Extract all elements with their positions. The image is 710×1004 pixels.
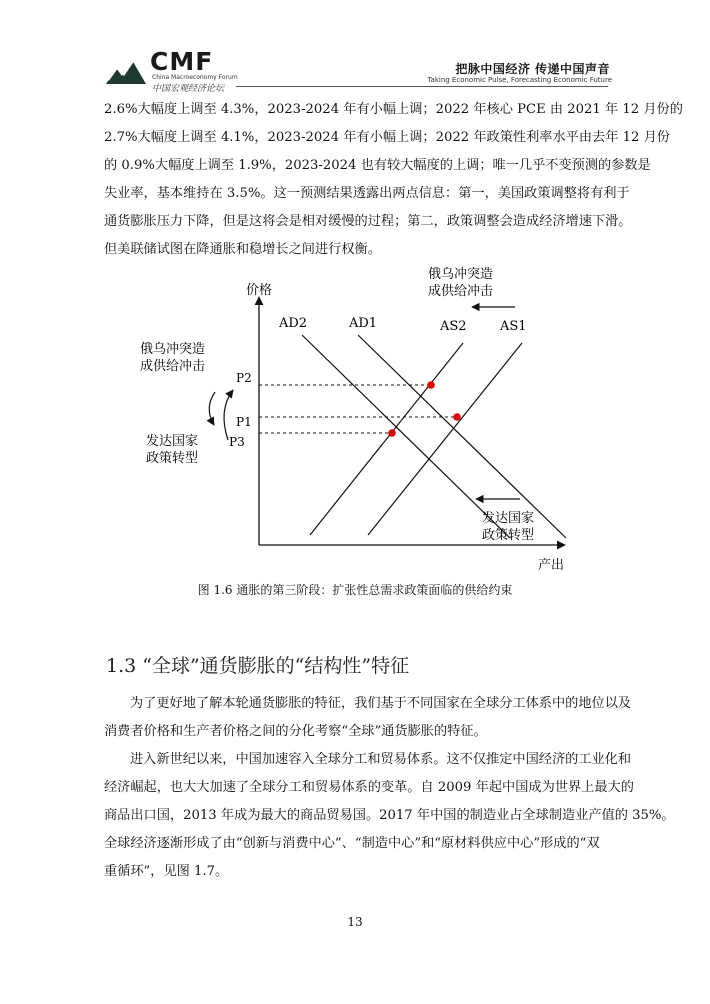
equilibrium-point-p1 — [453, 413, 461, 421]
body-paragraph-2 — [104, 746, 675, 886]
as1-label: AS1 — [500, 319, 527, 334]
intro-line: 的 0.9%大幅度上调至 1.9%，2023-2024 也有较大幅度的上调；唯一几乎不变预测的参数是 — [104, 158, 651, 173]
slogan-chinese: 把脉中国经济 传递中国声音 — [455, 62, 610, 76]
top-right-note-supply-shock: 俄乌冲突造 成供给冲击 — [428, 267, 494, 299]
intro-paragraph — [104, 96, 683, 264]
ad-as-diagram — [0, 262, 710, 582]
logo-text: CMF — [150, 47, 214, 76]
left-note-supply-shock: 俄乌冲突造 成供给冲击 — [140, 342, 206, 374]
x-axis-label: 产出 — [538, 558, 565, 573]
body-line: 经济崛起，也大大加速了全球分工和贸易体系的变革。自 2009 年起中国成为世界上最大的 — [104, 780, 634, 795]
cmf-logo-icon — [104, 50, 148, 88]
left-note-policy-shift: 发达国家 政策转型 — [146, 434, 199, 466]
section-heading: 1.3 “全球”通货膨胀的“结构性”特征 — [106, 655, 410, 677]
intro-line: 失业率，基本维持在 3.5%。这一预测结果透露出两点信息：第一，美国政策调整将有利于 — [104, 186, 630, 201]
equilibrium-point-p2 — [427, 381, 435, 389]
price-label-p2: P2 — [236, 371, 252, 385]
curved-arrow-down-icon — [209, 392, 215, 425]
as1-curve — [368, 343, 522, 535]
intro-line: 2.6%大幅度上调至 4.3%，2023-2024 年有小幅上调；2022 年核心 PCE 由 2021 年 12 月份的 — [104, 102, 683, 117]
price-label-p3: P3 — [229, 435, 245, 449]
ad2-label: AD2 — [279, 316, 308, 331]
intro-line: 但美联储试图在降通胀和稳增长之间进行权衡。 — [104, 242, 381, 257]
bottom-right-note-policy-shift: 发达国家 政策转型 — [482, 511, 535, 543]
body-line: 消费者价格和生产者价格之间的分化考察“全球”通货膨胀的特征。 — [104, 724, 487, 739]
curved-arrow-up-icon — [224, 390, 233, 440]
intro-line: 2.7%大幅度上调至 4.1%，2023-2024 年有小幅上调；2022 年政策性利率水平由去年 12 月份 — [104, 130, 670, 145]
equilibrium-point-p3 — [388, 429, 396, 437]
body-line: 商品出口国，2013 年成为最大的商品贸易国。2017 年中国的制造业占全球制造业产值的 35%。 — [104, 808, 675, 823]
intro-line: 通货膨胀压力下降，但是这将会是相对缓慢的过程；第二，政策调整会造成经济增速下滑。 — [104, 214, 632, 229]
body-paragraph-1 — [104, 690, 632, 746]
figure-caption: 图 1.6 通胀的第三阶段：扩张性总需求政策面临的供给约束 — [197, 583, 513, 597]
logo-subtitle: China Macroeconomy Forum — [152, 74, 238, 81]
as2-label: AS2 — [440, 319, 467, 334]
page-header — [0, 0, 710, 92]
y-axis-label: 价格 — [246, 283, 273, 298]
slogan-english: Taking Economic Pulse, Forecasting Economic Future — [427, 76, 612, 84]
body-line: 为了更好地了解本轮通货膨胀的特征，我们基于不同国家在全球分工体系中的地位以及 — [130, 696, 632, 711]
body-line: 重循环”，见图 1.7。 — [104, 864, 229, 879]
body-line: 进入新世纪以来，中国加速容入全球分工和贸易体系。这不仅推定中国经济的工业化和 — [130, 752, 632, 767]
logo-chinese: 中国宏观经济论坛 — [152, 84, 225, 94]
ad2-curve — [302, 335, 510, 538]
ad1-label: AD1 — [349, 316, 378, 331]
header-divider — [236, 86, 608, 87]
price-label-p1: P1 — [236, 415, 252, 429]
body-line: 全球经济逐渐形成了由“创新与消费中心”、“制造中心”和“原材料供应中心”形成的“双 — [104, 836, 600, 851]
as2-curve — [310, 343, 463, 535]
page-number: 13 — [347, 915, 363, 929]
